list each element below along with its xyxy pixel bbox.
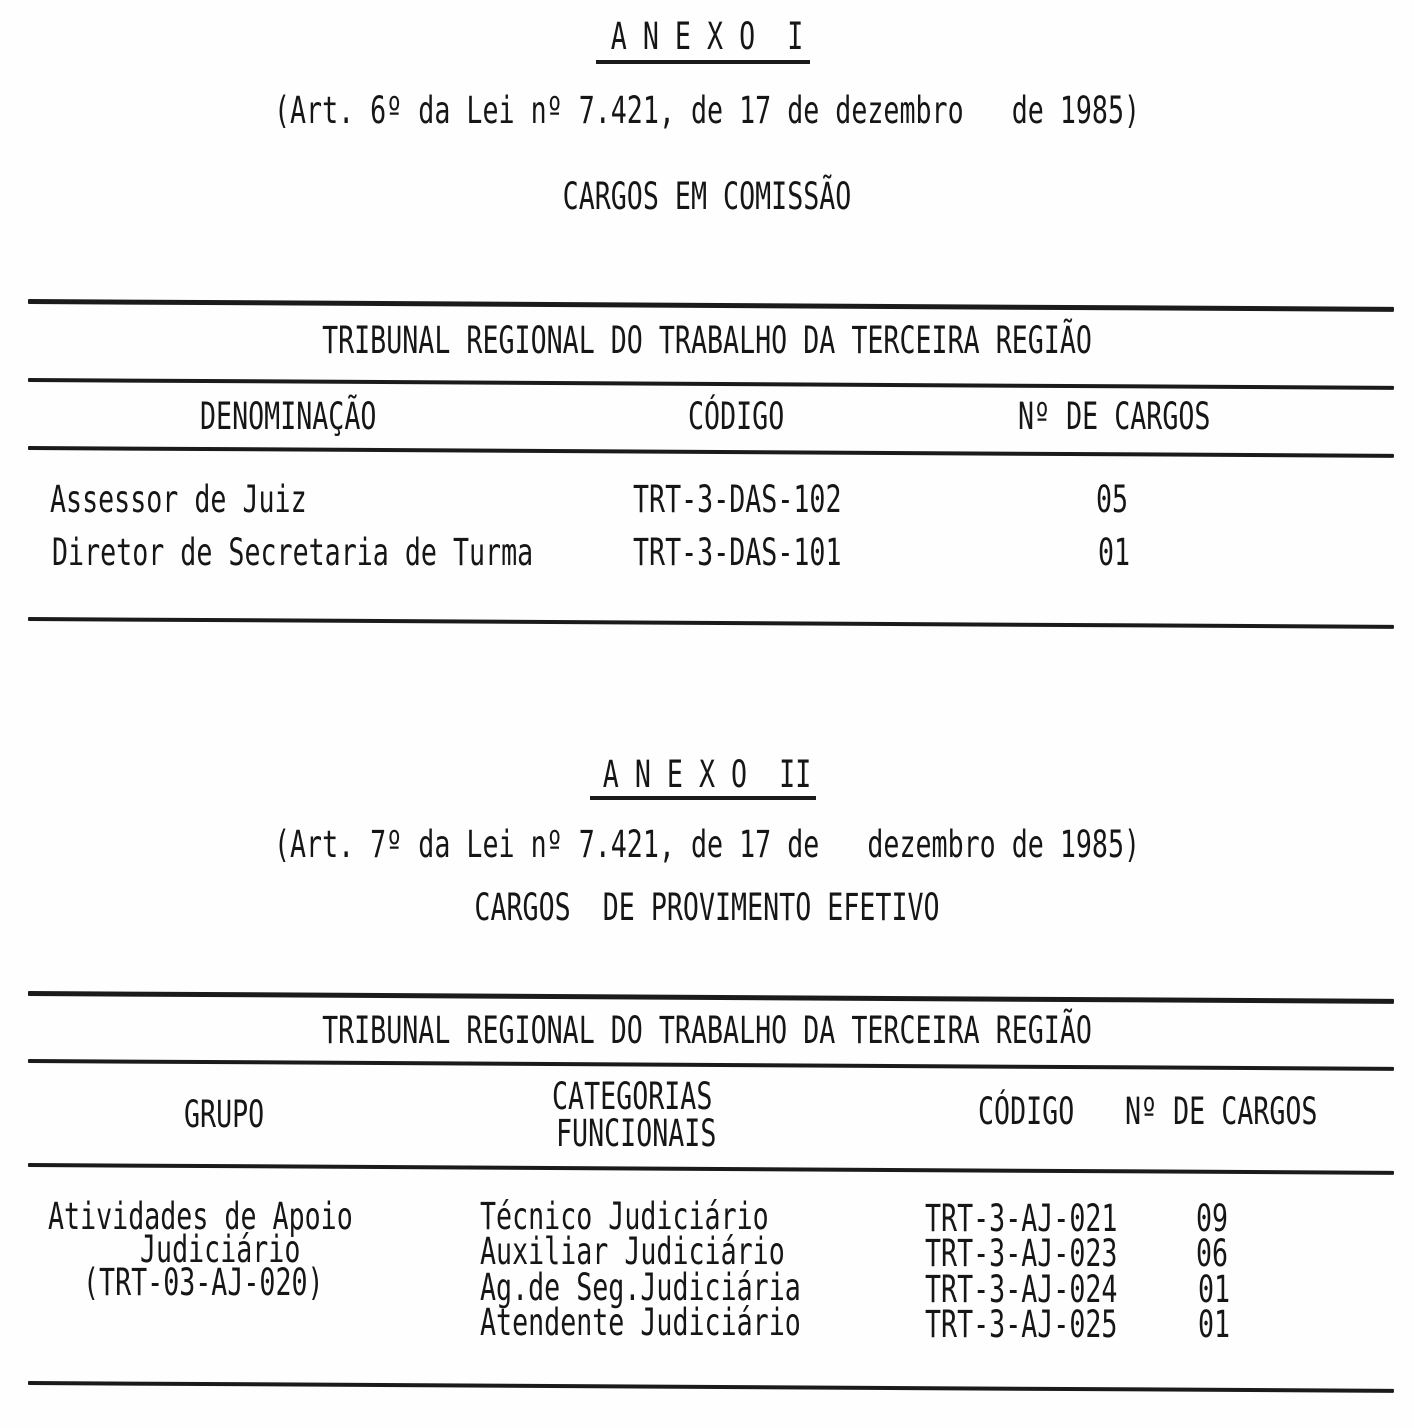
anexo1-heading: CARGOS EM COMISSÃO [562, 175, 852, 218]
table1-row1-codigo: TRT-3-DAS-102 [633, 478, 842, 521]
table2-group-line1: Atividades de Apoio [48, 1195, 353, 1238]
table1-rule-under-headers [28, 446, 1394, 458]
table2-header-categorias-line2: FUNCIONAIS [556, 1112, 717, 1155]
table2-row3-categoria: Ag.de Seg.Judiciária [480, 1266, 801, 1309]
table2-row1-categoria: Técnico Judiciário [480, 1195, 769, 1238]
anexo2-title: A N E X O II [602, 753, 812, 796]
table1-header-codigo: CÓDIGO [688, 395, 785, 438]
table1-row1-denominacao: Assessor de Juiz [50, 478, 307, 521]
anexo1-title-underline [596, 60, 810, 64]
anexo1-title: A N E X O I [610, 15, 804, 58]
table2-group-line2: Judiciário [140, 1228, 301, 1271]
table2-header-categorias-line1: CATEGORIAS [552, 1075, 713, 1118]
table2-row1-cargos: 09 [1196, 1197, 1229, 1240]
table2-row4-cargos: 01 [1198, 1303, 1231, 1346]
table2-row3-codigo: TRT-3-AJ-024 [925, 1268, 1118, 1311]
table2-rule-under-title [28, 1059, 1394, 1071]
table1-row1-cargos: 05 [1096, 478, 1129, 521]
table1-header-cargos: Nº DE CARGOS [1018, 395, 1211, 438]
table2-header-grupo: GRUPO [184, 1093, 265, 1136]
table2-row4-categoria: Atendente Judiciário [480, 1301, 801, 1344]
table2-header-cargos: Nº DE CARGOS [1125, 1090, 1318, 1133]
table2-row1-codigo: TRT-3-AJ-021 [925, 1197, 1118, 1240]
table2-title: TRIBUNAL REGIONAL DO TRABALHO DA TERCEIRA REGIÃO [322, 1009, 1092, 1052]
anexo2-subtitle: (Art. 7º da Lei nº 7.421, de 17 de dezembro de 1985) [273, 823, 1141, 866]
table2-row2-categoria: Auxiliar Judiciário [480, 1230, 785, 1273]
anexo1-subtitle: (Art. 6º da Lei nº 7.421, de 17 de dezembro de 1985) [273, 89, 1141, 132]
table1-row2-codigo: TRT-3-DAS-101 [633, 531, 842, 574]
table1-rule-top [28, 299, 1394, 312]
anexo2-title-underline [590, 796, 816, 800]
table2-header-codigo: CÓDIGO [978, 1090, 1075, 1133]
table2-rule-top [28, 991, 1394, 1004]
table2-rule-bottom [28, 1381, 1394, 1393]
table1-row2-denominacao: Diretor de Secretaria de Turma [52, 531, 534, 574]
table2-row2-cargos: 06 [1196, 1232, 1229, 1275]
table2-row2-codigo: TRT-3-AJ-023 [925, 1232, 1118, 1275]
table2-row4-codigo: TRT-3-AJ-025 [925, 1303, 1118, 1346]
table2-group-line3: (TRT-03-AJ-020) [83, 1261, 324, 1304]
table1-header-denominacao: DENOMINAÇÃO [200, 395, 377, 438]
table1-row2-cargos: 01 [1098, 531, 1131, 574]
table1-title: TRIBUNAL REGIONAL DO TRABALHO DA TERCEIRA REGIÃO [322, 319, 1092, 362]
table1-rule-bottom [28, 617, 1394, 629]
table1-rule-under-title [28, 378, 1394, 390]
table2-rule-under-headers [28, 1163, 1394, 1175]
anexo2-heading: CARGOS DE PROVIMENTO EFETIVO [474, 886, 940, 929]
table2-row3-cargos: 01 [1198, 1268, 1231, 1311]
